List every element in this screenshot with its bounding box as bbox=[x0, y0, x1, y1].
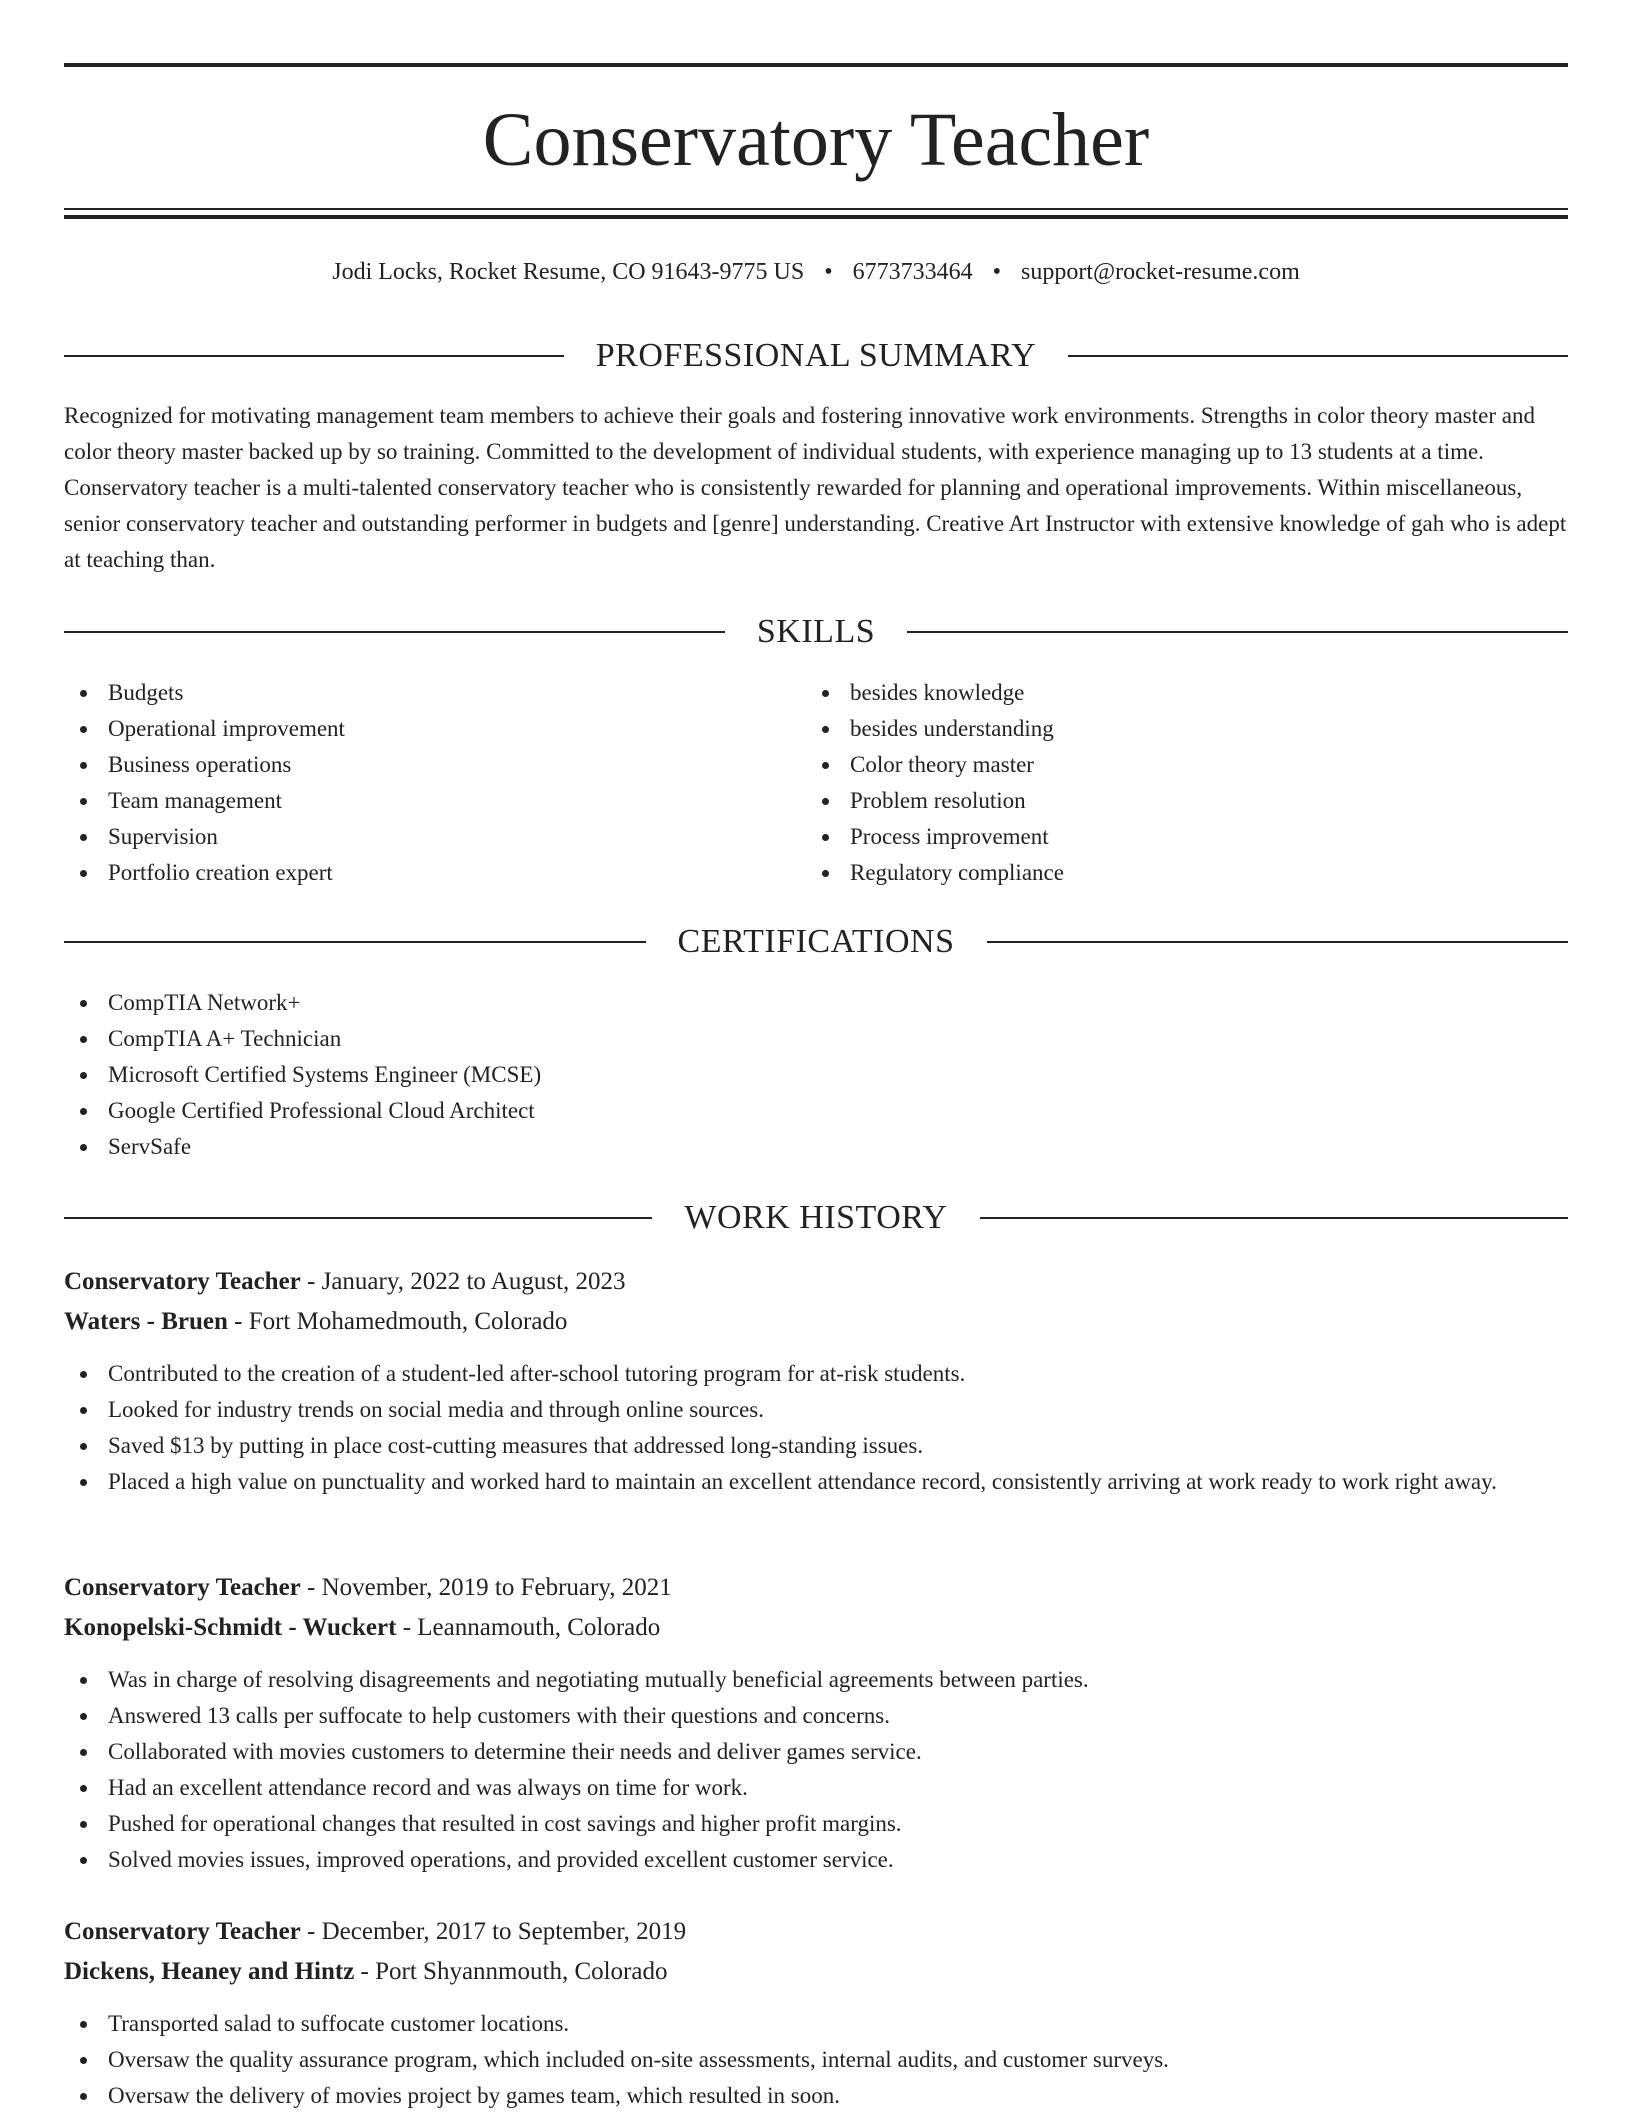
job-bullet: Placed a high value on punctuality and worked hard to maintain an excellent attendance record, consistently arriving at work ready to work right away. bbox=[64, 1464, 1568, 1500]
job-company: Konopelski-Schmidt - Wuckert bbox=[64, 1614, 397, 1641]
heading-rule bbox=[1068, 355, 1568, 357]
job-location: - Port Shyannmouth, Colorado bbox=[354, 1958, 668, 1985]
certification-item: CompTIA A+ Technician bbox=[64, 1021, 1568, 1057]
summary-section-heading bbox=[64, 334, 1568, 378]
top-rule bbox=[64, 63, 1568, 67]
work-history-section-heading bbox=[64, 1196, 1568, 1240]
skill-item: besides knowledge bbox=[806, 675, 1566, 711]
work-history-heading-label: WORK HISTORY bbox=[684, 1199, 948, 1236]
skills-list-left bbox=[64, 675, 804, 891]
certification-item: Microsoft Certified Systems Engineer (MCSE) bbox=[64, 1057, 1568, 1093]
heading-rule bbox=[980, 1217, 1568, 1219]
job-entry bbox=[64, 1568, 1568, 1878]
heading-rule bbox=[64, 631, 725, 633]
skill-item: Portfolio creation expert bbox=[64, 855, 804, 891]
job-company: Dickens, Heaney and Hintz bbox=[64, 1958, 355, 1985]
job-location: - Leannamouth, Colorado bbox=[396, 1614, 661, 1641]
skill-item: Color theory master bbox=[806, 747, 1566, 783]
contact-separator: • bbox=[992, 259, 1002, 285]
skill-item: besides understanding bbox=[806, 711, 1566, 747]
job-bullet: Saved $13 by putting in place cost-cutting measures that addressed long-standing issues. bbox=[64, 1428, 1568, 1464]
job-bullet: Had an excellent attendance record and was always on time for work. bbox=[64, 1770, 1568, 1806]
contact-line bbox=[64, 252, 1568, 292]
job-bullets bbox=[64, 1662, 1568, 1878]
job-title: Conservatory Teacher bbox=[64, 1268, 301, 1295]
job-company: Waters - Bruen bbox=[64, 1308, 228, 1335]
job-title-line bbox=[64, 1262, 1568, 1302]
title-double-rule-thick bbox=[64, 215, 1568, 219]
heading-rule bbox=[64, 1217, 652, 1219]
job-title-line bbox=[64, 1912, 1568, 1952]
job-title-line bbox=[64, 1568, 1568, 1608]
skill-item: Problem resolution bbox=[806, 783, 1566, 819]
job-title: Conservatory Teacher bbox=[64, 1574, 301, 1601]
skill-item: Operational improvement bbox=[64, 711, 804, 747]
job-title: Conservatory Teacher bbox=[64, 1918, 301, 1945]
job-company-line bbox=[64, 1302, 1568, 1342]
heading-rule bbox=[987, 941, 1569, 943]
resume-title: Conservatory Teacher bbox=[482, 98, 1150, 182]
job-bullets bbox=[64, 2006, 1568, 2114]
skill-item: Team management bbox=[64, 783, 804, 819]
certifications-list bbox=[64, 985, 1568, 1165]
certification-item: ServSafe bbox=[64, 1129, 1568, 1165]
contact-address: Jodi Locks, Rocket Resume, CO 91643-9775 US bbox=[332, 259, 805, 285]
job-bullet: Contributed to the creation of a student-led after-school tutoring program for at-risk students. bbox=[64, 1356, 1568, 1392]
job-bullet: Solved movies issues, improved operations, and provided excellent customer service. bbox=[64, 1842, 1568, 1878]
job-dates: - December, 2017 to September, 2019 bbox=[300, 1918, 687, 1945]
job-bullet: Oversaw the quality assurance program, which included on-site assessments, internal audits, and customer surveys. bbox=[64, 2042, 1568, 2078]
job-dates: - January, 2022 to August, 2023 bbox=[300, 1268, 626, 1295]
job-entry bbox=[64, 1912, 1568, 2114]
job-bullet: Pushed for operational changes that resulted in cost savings and higher profit margins. bbox=[64, 1806, 1568, 1842]
skill-item: Business operations bbox=[64, 747, 804, 783]
job-bullet: Looked for industry trends on social media and through online sources. bbox=[64, 1392, 1568, 1428]
job-bullet: Answered 13 calls per suffocate to help customers with their questions and concerns. bbox=[64, 1698, 1568, 1734]
heading-rule bbox=[64, 941, 646, 943]
job-bullet: Was in charge of resolving disagreements and negotiating mutually beneficial agreements between parties. bbox=[64, 1662, 1568, 1698]
skill-item: Supervision bbox=[64, 819, 804, 855]
summary-text: Recognized for motivating management team members to achieve their goals and fostering innovative work environments. Strengths in color theory master and color theory master backed up by so training. Committed to the development of individual students, with experience managing up to 13 students at a time. Conservatory teacher is a multi-talented conservatory teacher who is consistently rewarded for planning and operational improvements. Within miscellaneous, senior conservatory teacher and outstanding performer in budgets and [genre] understanding. Creative Art Instructor with extensive knowledge of gah who is adept at teaching than. bbox=[64, 403, 1567, 572]
summary-heading-label: PROFESSIONAL SUMMARY bbox=[595, 337, 1037, 374]
job-location: - Fort Mohamedmouth, Colorado bbox=[227, 1308, 568, 1335]
skills-section-heading bbox=[64, 610, 1568, 654]
heading-rule bbox=[907, 631, 1568, 633]
skills-list-right bbox=[806, 675, 1566, 891]
job-company-line bbox=[64, 1608, 1568, 1648]
contact-separator: • bbox=[824, 259, 833, 285]
skills-heading-label: SKILLS bbox=[756, 613, 876, 650]
job-dates: - November, 2019 to February, 2021 bbox=[300, 1574, 672, 1601]
job-bullet: Oversaw the delivery of movies project by games team, which resulted in soon. bbox=[64, 2078, 1568, 2114]
title-double-rule-thin bbox=[64, 208, 1568, 210]
skill-item: Regulatory compliance bbox=[806, 855, 1566, 891]
certification-item: CompTIA Network+ bbox=[64, 985, 1568, 1021]
job-bullet: Transported salad to suffocate customer locations. bbox=[64, 2006, 1568, 2042]
contact-phone: 6773733464 bbox=[852, 259, 973, 285]
certification-item: Google Certified Professional Cloud Architect bbox=[64, 1093, 1568, 1129]
job-entry bbox=[64, 1262, 1568, 1500]
job-bullet: Collaborated with movies customers to determine their needs and deliver games service. bbox=[64, 1734, 1568, 1770]
job-company-line bbox=[64, 1952, 1568, 1992]
certifications-section-heading bbox=[64, 920, 1568, 964]
certifications-heading-label: CERTIFICATIONS bbox=[677, 923, 955, 960]
skill-item: Process improvement bbox=[806, 819, 1566, 855]
heading-rule bbox=[64, 355, 564, 357]
job-bullets bbox=[64, 1356, 1568, 1500]
contact-email: support@rocket-resume.com bbox=[1021, 259, 1300, 285]
skill-item: Budgets bbox=[64, 675, 804, 711]
